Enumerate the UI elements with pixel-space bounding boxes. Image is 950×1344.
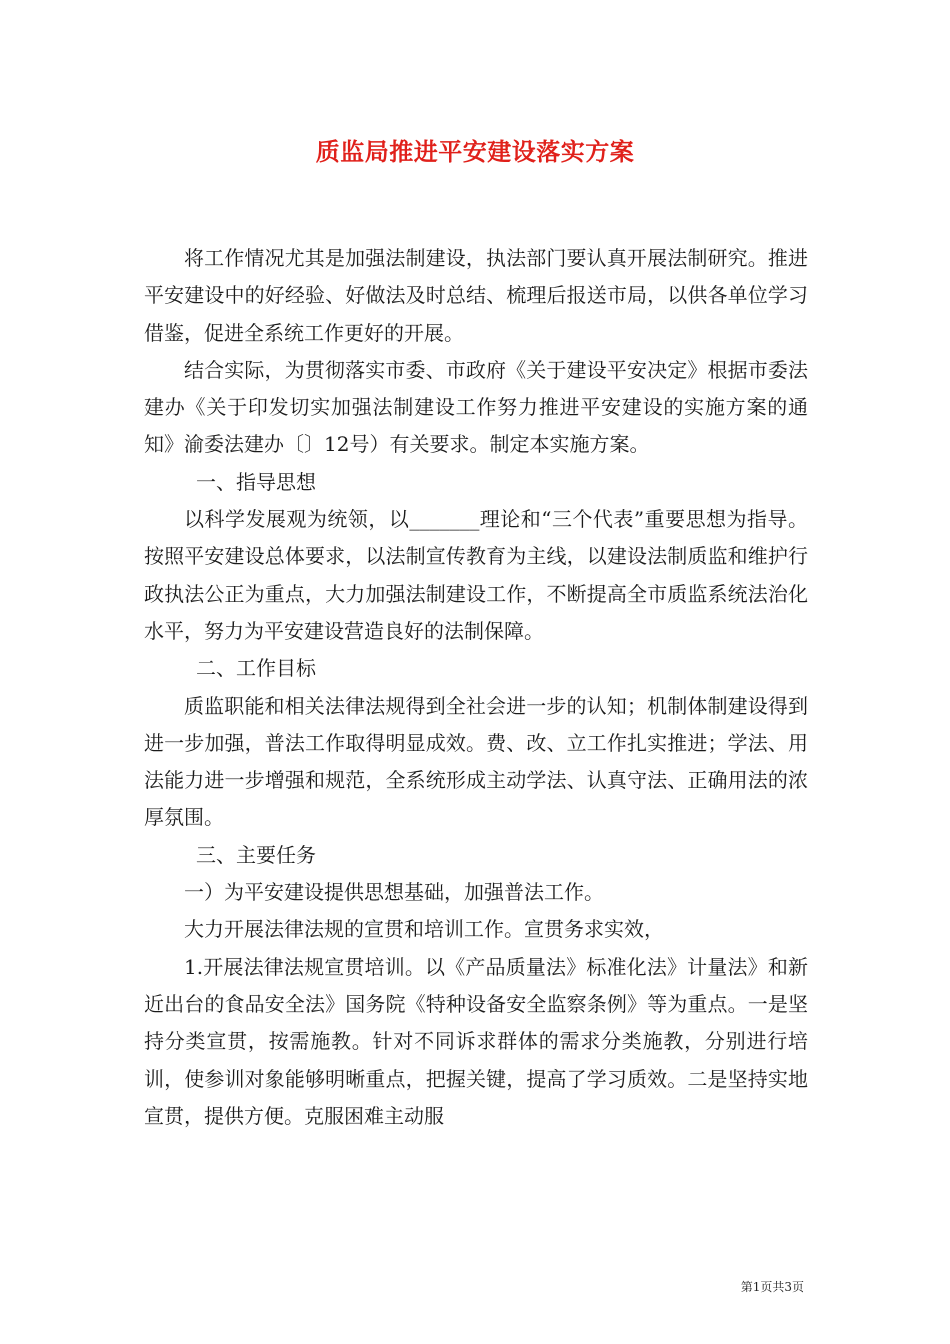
document-body [144,240,808,1135]
section-heading: 二、工作目标 [196,656,316,681]
section-heading: 一、指导思想 [196,469,316,494]
document-title: 质监局推进平安建设落实方案 [315,137,635,166]
section-heading: 三、主要任务 [196,842,316,867]
page-number: 第1页共3页 [740,1280,804,1294]
paragraph: 将工作情况尤其是加强法制建设，执法部门要认真开展法制研究。推进平安建设中的好经验、好做法及时总结、梳理后报送市局，以供各单位学习借鉴，促进全系统工作更好的开展。 [144,246,808,345]
paragraph: 质监职能和相关法律法规得到全社会进一步的认知；机制体制建设得到进一步加强，普法工作取得明显成效。费、改、立工作扎实推进；学法、用法能力进一步增强和规范，全系统形成主动学法、认真守法、正确用法的浓厚氛围。 [144,693,808,830]
paragraph: 结合实际，为贯彻落实市委、市政府《关于建设平安决定》根据市委法建办《关于印发切实加强法制建设工作努力推进平安建设的实施方案的通知》渝委法建办〔〕12号）有关要求。制定本实施方案。 [144,357,808,457]
paragraph: 以科学发展观为统领，以_______理论和“三个代表”重要思想为指导。按照平安建设总体要求，以法制宣传教育为主线，以建设法制质监和维护行政执法公正为重点，大力加强法制建设工作，不断提高全市质监系统法治化水平，努力为平安建设营造良好的法制保障。 [144,507,808,643]
paragraph: 一）为平安建设提供思想基础，加强普法工作。 [184,880,604,905]
paragraph: 1.开展法律法规宣贯培训。以《产品质量法》标准化法》计量法》和新近出台的食品安全法》国务院《特种设备安全监察条例》等为重点。一是坚持分类宣贯，按需施教。针对不同诉求群体的需求分类施教，分别进行培训，使参训对象能够明晰重点，把握关键，提高了学习质效。二是坚持实地宣贯，提供方便。克服困难主动服 [144,954,808,1128]
paragraph: 大力开展法律法规的宣贯和培训工作。宣贯务求实效， [184,917,664,942]
